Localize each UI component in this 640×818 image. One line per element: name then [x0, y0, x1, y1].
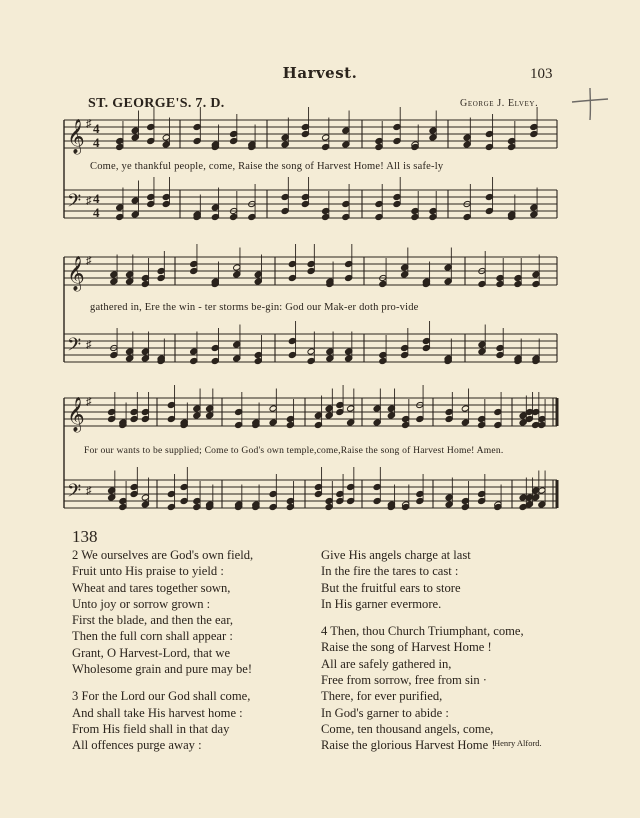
hymn-number: 138 — [72, 527, 98, 546]
verse-line: 3 For the Lord our God shall come, — [72, 689, 251, 704]
verse-column-right — [321, 547, 524, 754]
verse-line: Give His angels charge at last — [321, 548, 471, 562]
verse-line: In God's garner to abide : — [321, 705, 449, 720]
lyric-line-2: gathered in, Ere the win - ter storms be-gin: God our Mak-er doth pro-vide — [90, 302, 419, 313]
verse-line: 2 We ourselves are God's own field, — [72, 548, 254, 562]
verse-line: Come, ten thousand angels, come, — [321, 721, 494, 736]
verse-line: Fruit unto His praise to yield : — [72, 564, 224, 579]
time-signature: 4 — [93, 205, 100, 220]
page-number: 103 — [530, 66, 553, 82]
composer-credit: George J. Elvey. — [460, 98, 539, 109]
verse-line: There, for ever purified, — [321, 689, 443, 704]
treble-clef-icon: 𝄞 — [67, 256, 85, 291]
verse-gap — [321, 612, 524, 623]
verse-line: In the fire the tares to cast : — [321, 564, 459, 579]
verse-column-left — [72, 547, 253, 754]
time-signature: 4 — [93, 191, 100, 206]
verse-line: Wholesome grain and pure may be! — [72, 662, 253, 677]
bass-clef-icon: 𝄢 — [67, 481, 82, 506]
verse-line: Unto joy or sorrow grown : — [72, 596, 211, 611]
sharp-icon: ♯ — [86, 396, 92, 408]
verse-line: Raise the glorious Harvest Home ! — [321, 738, 496, 753]
lyric-line-3: For our wants to be supplied; Come to God's own temple,come,Raise the song of Harvest Home! Amen. — [84, 445, 504, 456]
verse-line: First the blade, and then the ear, — [72, 613, 234, 628]
lyric-line-1: Come, ye thankful people, come, Raise the song of Harvest Home! All is safe-ly — [90, 161, 444, 172]
verse-line: From His field shall in that day — [72, 721, 230, 736]
verse-line: All are safely gathered in, — [321, 656, 452, 671]
sharp-icon: ♯ — [86, 195, 92, 207]
time-signature: 4 — [93, 135, 100, 150]
verse-line: Grant, O Harvest-Lord, that we — [72, 645, 231, 660]
treble-clef-icon: 𝄞 — [67, 397, 85, 432]
tune-name: ST. GEORGE'S. 7. D. — [88, 96, 225, 111]
verse-line: Wheat and tares together sown, — [72, 580, 231, 595]
verse-line: Free from sorrow, free from sin · — [321, 673, 487, 688]
verse-line: Then the full corn shall appear : — [72, 629, 233, 644]
page-heading: Harvest. — [282, 64, 358, 82]
treble-clef-icon: 𝄞 — [67, 119, 85, 154]
verse-line: All offences purge away : — [72, 738, 202, 753]
verse-line: In His garner evermore. — [321, 596, 442, 611]
sharp-icon: ♯ — [86, 485, 92, 497]
author-credit: Henry Alford. — [494, 738, 542, 748]
sharp-icon: ♯ — [86, 255, 92, 267]
bass-clef-icon: 𝄢 — [67, 191, 82, 216]
sharp-icon: ♯ — [86, 118, 92, 130]
verse-line: And shall take His harvest home : — [72, 705, 243, 720]
verse-line: 4 Then, thou Church Triumphant, come, — [321, 624, 524, 639]
verse-line: But the fruitful ears to store — [321, 580, 461, 595]
time-signature: 4 — [93, 121, 100, 136]
bass-clef-icon: 𝄢 — [67, 335, 82, 360]
sharp-icon: ♯ — [86, 339, 92, 351]
verse-gap — [72, 677, 253, 688]
verse-line: Raise the song of Harvest Home ! — [321, 640, 492, 655]
